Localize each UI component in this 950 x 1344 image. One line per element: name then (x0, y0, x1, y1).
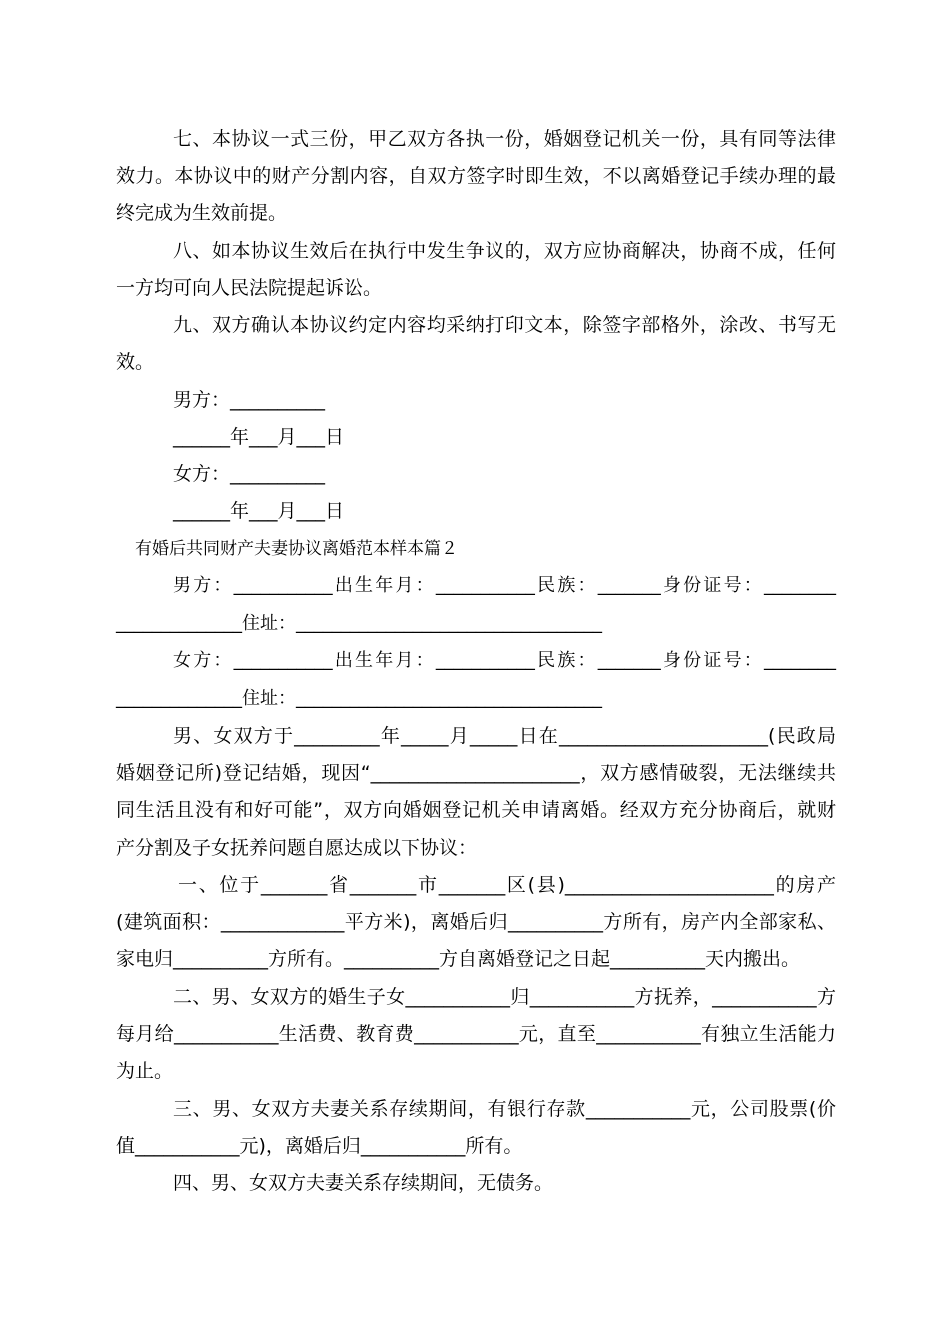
item-2-line-1: 二、男、女双方的婚生子女___________归___________方抚养，___________方 (173, 986, 836, 1008)
item-2-line-2: 每月给___________生活费、教育费___________元，直至___________有独立生活能力 (116, 1023, 836, 1045)
male-info-line-2: ______________住址：__________________________________ (116, 613, 602, 634)
clause-8-line-1: 八、如本协议生效后在执行中发生争议的，双方应协商解决，协商不成，任何 (173, 240, 836, 262)
item-4-line-1: 四、男、女双方夫妻关系存续期间，无债务。 (173, 1172, 554, 1194)
signature-male-date: ______年___月___日 (173, 426, 345, 448)
male-info-line-1: 男方：___________出生年月：___________民族：_______身份证号：________ (173, 575, 836, 596)
signature-female: 女方：__________ (173, 463, 326, 485)
item-2-line-3: 为止。 (116, 1060, 174, 1082)
intro-line-1: 男、女双方于_________年_____月_____日在______________________(民政局 (173, 725, 836, 747)
clause-9-line-1: 九、双方确认本协议约定内容均采纳打印文本，除签字部格外，涂改、书写无 (173, 314, 836, 336)
item-1-line-1: 一、位于_______省_______市_______区(县)______________________的房产 (178, 874, 836, 896)
signature-female-date: ______年___月___日 (173, 500, 345, 522)
item-3-line-1: 三、男、女双方夫妻关系存续期间，有银行存款___________元，公司股票(价 (173, 1098, 836, 1120)
signature-male: 男方：__________ (173, 389, 326, 411)
intro-line-3: 同生活且没有和好可能”，双方向婚姻登记机关申请离婚。经双方充分协商后，就财 (116, 799, 836, 821)
clause-7-line-1: 七、本协议一式三份，甲乙双方各执一份，婚姻登记机关一份，具有同等法律 (173, 128, 836, 150)
section-title: 有婚后共同财产夫妻协议离婚范本样本篇２ (135, 539, 458, 559)
item-3-line-2: 值___________元)，离婚后归___________所有。 (116, 1135, 523, 1157)
item-1-line-2: (建筑面积：_____________平方米)，离婚后归__________方所有，房产内全部家私、 (116, 911, 836, 933)
item-1-line-3: 家电归__________方所有。__________方自离婚登记之日起__________天内搬出。 (116, 948, 801, 970)
clause-7-line-3: 终完成为生效前提。 (116, 202, 288, 224)
clause-7-line-2: 效力。本协议中的财产分割内容，自双方签字时即生效，不以离婚登记手续办理的最 (116, 165, 836, 187)
clause-9-line-2: 效。 (116, 351, 155, 373)
intro-line-2: 婚姻登记所)登记结婚，现因“______________________，双方感情破裂，无法继续共 (116, 762, 836, 784)
female-info-line-2: ______________住址：__________________________________ (116, 688, 602, 709)
intro-line-4: 产分割及子女抚养问题自愿达成以下协议： (116, 837, 478, 859)
clause-8-line-2: 一方均可向人民法院提起诉讼。 (116, 277, 383, 299)
female-info-line-1: 女方：___________出生年月：___________民族：_______身份证号：________ (173, 650, 836, 671)
